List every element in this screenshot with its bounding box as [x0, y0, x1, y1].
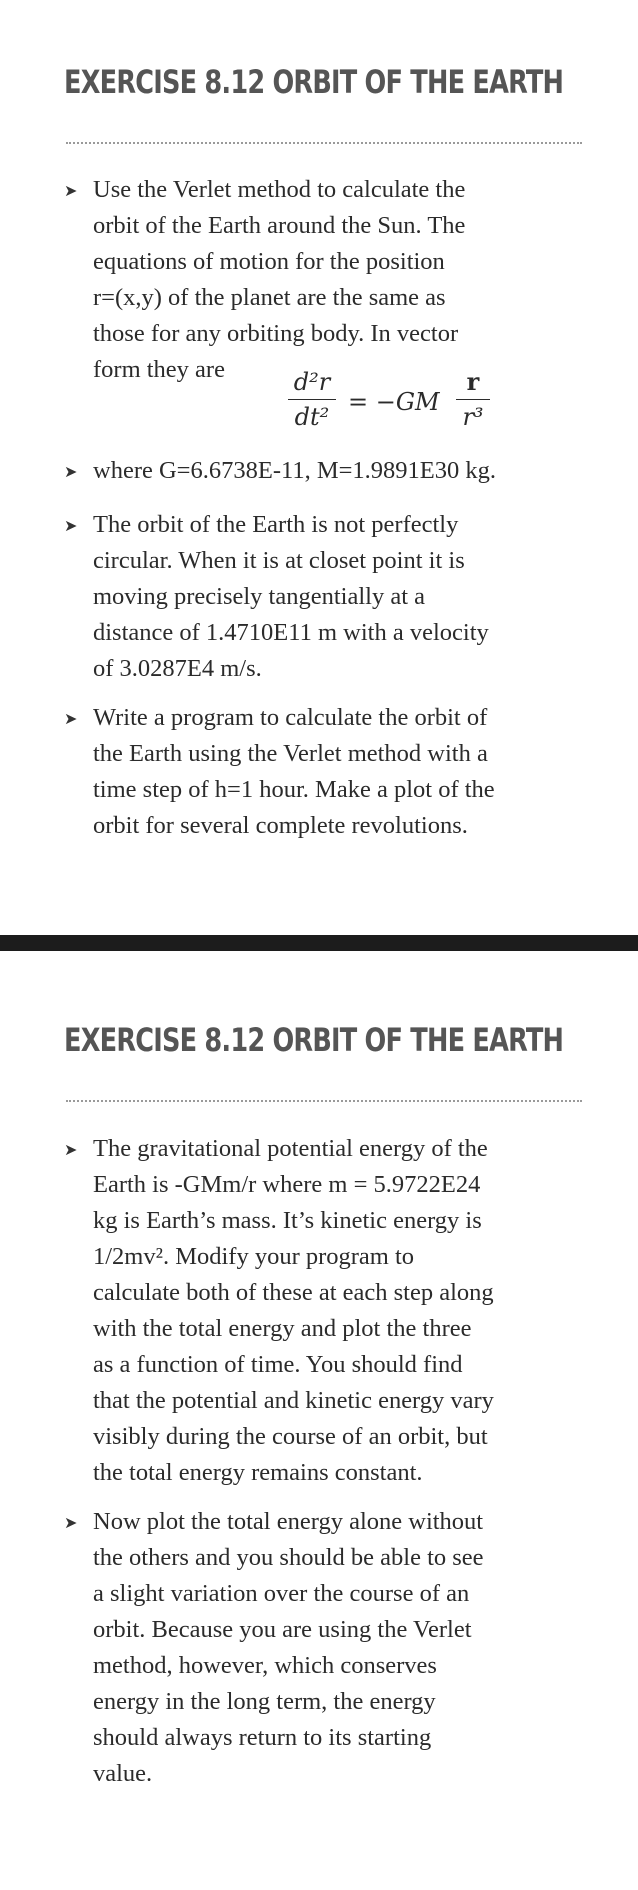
text-line: distance of 1.4710E11 m with a velocity: [93, 619, 489, 646]
text-line: orbit of the Earth around the Sun. The: [93, 212, 466, 239]
text-line: Earth is -GMm/r where m = 5.9722E24: [93, 1171, 481, 1198]
text-line: calculate both of these at each step along: [93, 1279, 494, 1306]
text-line: that the potential and kinetic energy vary: [93, 1387, 494, 1414]
fraction-bar: [288, 399, 336, 400]
text-line: The orbit of the Earth is not perfectly: [93, 511, 459, 538]
text-line: moving precisely tangentially at a: [93, 583, 426, 610]
text-line: Write a program to calculate the orbit of: [93, 704, 488, 731]
slide-1: [0, 0, 638, 935]
text-line: as a function of time. You should find: [93, 1351, 463, 1378]
text-line: value.: [93, 1760, 153, 1787]
bullet-text: [93, 172, 593, 388]
bullet-arrow-icon: ➤: [64, 181, 78, 200]
lhs-numerator: d²r: [293, 368, 331, 396]
text-line: circular. When it is at closet point it is: [93, 547, 465, 574]
text-line: should always return to its starting: [93, 1724, 432, 1751]
lhs-fraction: [288, 368, 336, 431]
bullet-text: [93, 507, 593, 687]
text-line: with the total energy and plot the three: [93, 1315, 472, 1342]
text-line: kg is Earth’s mass. It’s kinetic energy is: [93, 1207, 482, 1234]
text-line: 1/2mv². Modify your program to: [93, 1243, 415, 1270]
rhs-numerator: r: [466, 367, 480, 396]
text-line: the Earth using the Verlet method with a: [93, 740, 488, 767]
text-line: form they are: [93, 356, 225, 383]
bullet-arrow-icon: ➤: [64, 709, 78, 728]
text-line: equations of motion for the position: [93, 248, 445, 275]
text-line: Now plot the total energy alone without: [93, 1508, 484, 1535]
text-line: orbit. Because you are using the Verlet: [93, 1616, 472, 1643]
rhs-fraction: [456, 368, 490, 431]
slide-title: EXERCISE 8.12 ORBIT OF THE EARTH: [64, 63, 564, 101]
slide-2: [0, 951, 638, 1890]
rhs-denominator: r³: [462, 403, 484, 431]
equation-middle: = −GM: [348, 388, 440, 416]
text-line: a slight variation over the course of an: [93, 1580, 470, 1607]
text-line: the others and you should be able to see: [93, 1544, 484, 1571]
bullet-arrow-icon: ➤: [64, 1513, 78, 1532]
bullet-arrow-icon: ➤: [64, 516, 78, 535]
lhs-denominator: dt²: [294, 403, 330, 431]
text-line: those for any orbiting body. In vector: [93, 320, 459, 347]
bullet-text: [93, 1131, 593, 1491]
text-line: Use the Verlet method to calculate the: [93, 176, 466, 203]
bullet-text: [93, 700, 593, 844]
dotted-divider: [66, 1100, 582, 1102]
bullet-arrow-icon: ➤: [64, 462, 78, 481]
slide-separator: [0, 935, 638, 951]
text-line: energy in the long term, the energy: [93, 1688, 436, 1715]
text-line: visibly during the course of an orbit, but: [93, 1423, 488, 1450]
dotted-divider: [66, 142, 582, 144]
text-line: r=(x,y) of the planet are the same as: [93, 284, 446, 311]
text-line: The gravitational potential energy of the: [93, 1135, 488, 1162]
fraction-bar: [456, 399, 490, 400]
text-line: orbit for several complete revolutions.: [93, 812, 468, 839]
text-line: where G=6.6738E-11, M=1.9891E30 kg.: [93, 457, 497, 484]
text-line: the total energy remains constant.: [93, 1459, 423, 1486]
bullet-text: [93, 1504, 593, 1792]
text-line: time step of h=1 hour. Make a plot of the: [93, 776, 495, 803]
bullet-arrow-icon: ➤: [64, 1140, 78, 1159]
slide-title: EXERCISE 8.12 ORBIT OF THE EARTH: [64, 1021, 564, 1059]
text-line: method, however, which conserves: [93, 1652, 437, 1679]
bullet-text: [93, 453, 593, 489]
text-line: of 3.0287E4 m/s.: [93, 655, 262, 682]
